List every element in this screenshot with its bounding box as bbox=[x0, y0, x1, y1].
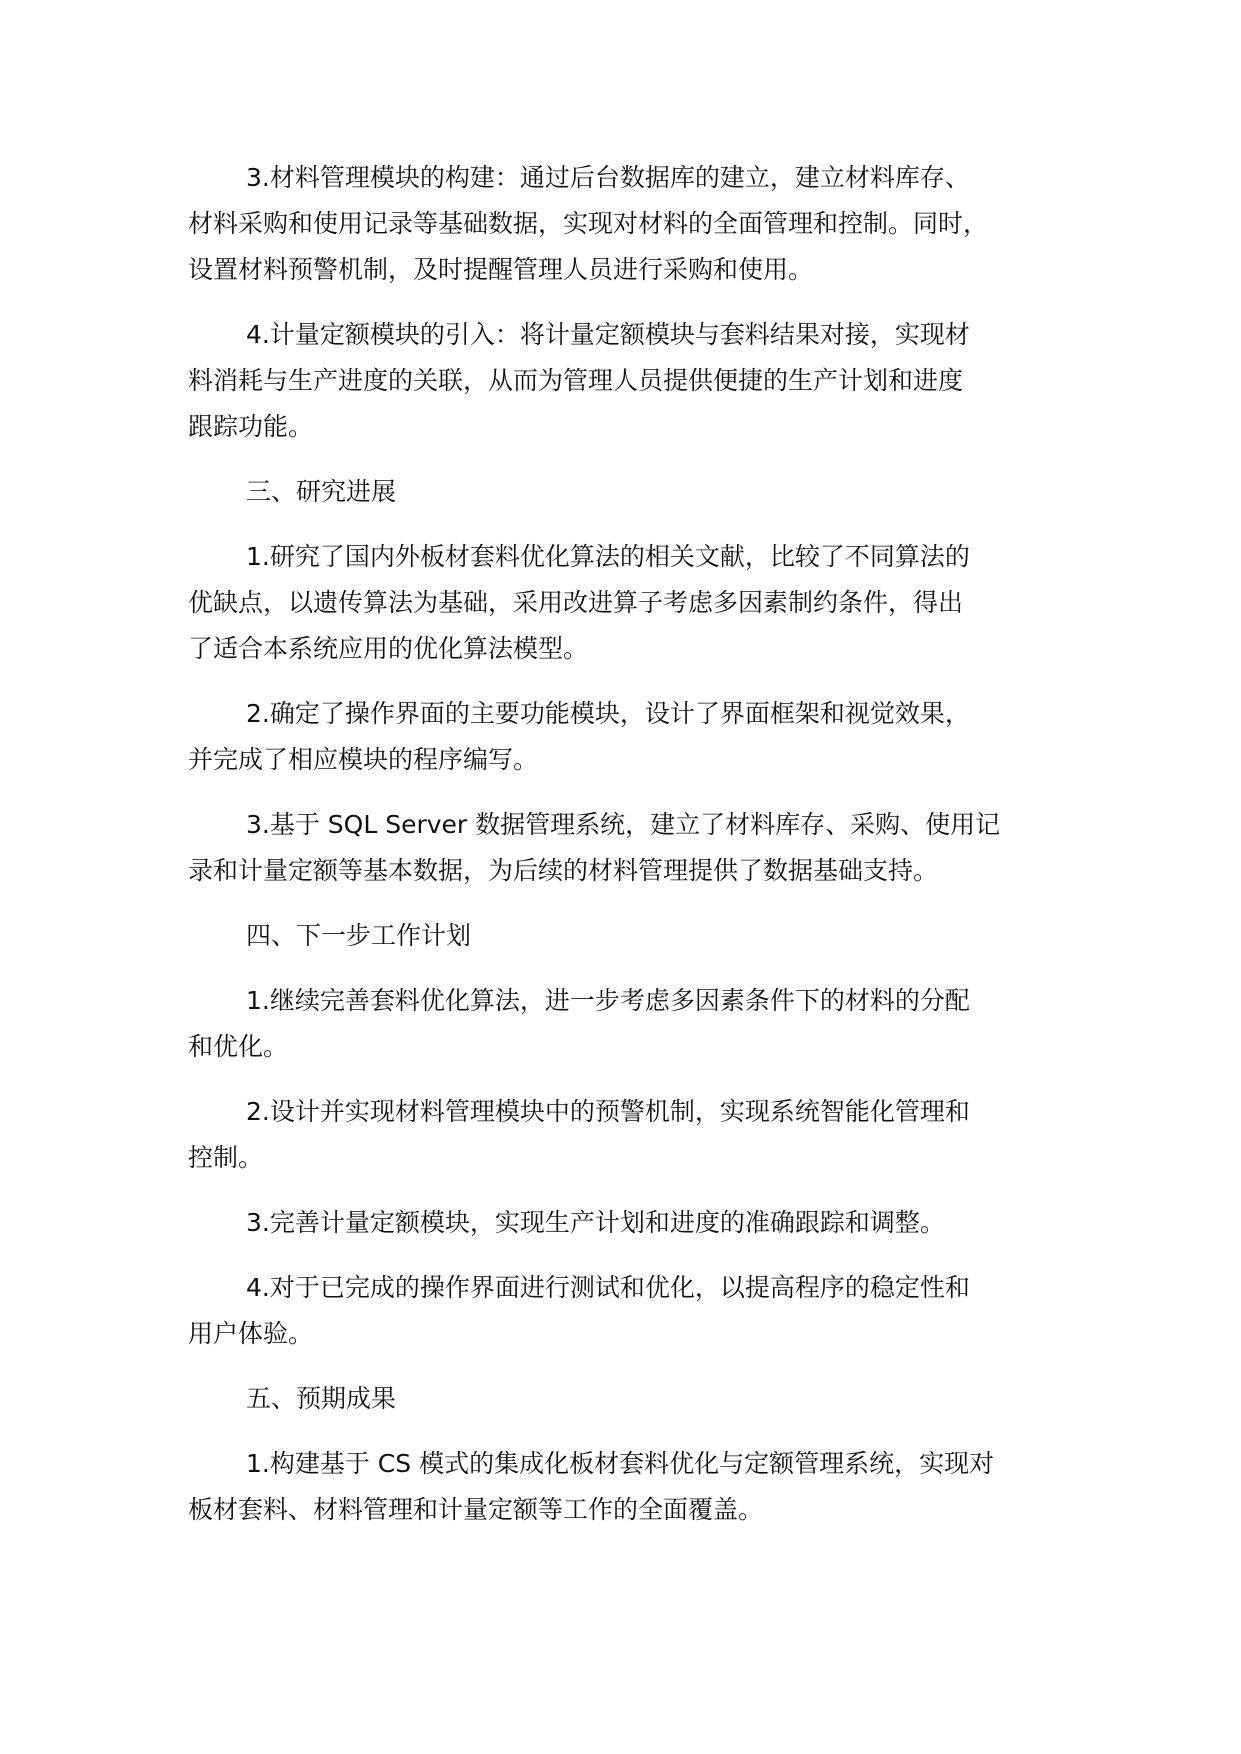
text-line: 1.继续完善套料优化算法，进一步考虑多因素条件下的材料的分配 bbox=[246, 986, 970, 1015]
section-heading-next-plan bbox=[188, 913, 1058, 959]
text-line: 3.材料管理模块的构建：通过后台数据库的建立，建立材料库存、 bbox=[246, 163, 970, 192]
text-line: 3.基于 SQL Server 数据管理系统，建立了材料库存、采购、使用记 bbox=[246, 810, 1001, 839]
text-line: 了适合本系统应用的优化算法模型。 bbox=[188, 634, 589, 663]
paragraph-material-module bbox=[188, 155, 1058, 293]
text-line: 板材套料、材料管理和计量定额等工作的全面覆盖。 bbox=[188, 1495, 764, 1524]
text-line: 用户体验。 bbox=[188, 1319, 314, 1348]
paragraph-plan-4 bbox=[188, 1265, 1058, 1357]
paragraph-plan-2 bbox=[188, 1089, 1058, 1181]
text-line: 4.计量定额模块的引入：将计量定额模块与套料结果对接，实现材 bbox=[246, 320, 970, 349]
paragraph-quota-module bbox=[188, 312, 1058, 450]
document-page bbox=[188, 155, 1058, 1552]
section-heading-expected-results bbox=[188, 1376, 1058, 1422]
paragraph-progress-1 bbox=[188, 534, 1058, 672]
text-line: 3.完善计量定额模块，实现生产计划和进度的准确跟踪和调整。 bbox=[246, 1208, 945, 1237]
text-line: 跟踪功能。 bbox=[188, 412, 314, 441]
paragraph-progress-2 bbox=[188, 691, 1058, 783]
text-line: 和优化。 bbox=[188, 1032, 289, 1061]
text-line: 控制。 bbox=[188, 1143, 264, 1172]
paragraph-plan-3 bbox=[188, 1200, 1058, 1246]
text-line: 4.对于已完成的操作界面进行测试和优化，以提高程序的稳定性和 bbox=[246, 1273, 970, 1302]
text-line: 录和计量定额等基本数据，为后续的材料管理提供了数据基础支持。 bbox=[188, 856, 939, 885]
heading-text: 五、预期成果 bbox=[246, 1384, 397, 1413]
paragraph-plan-1 bbox=[188, 978, 1058, 1070]
text-line: 料消耗与生产进度的关联，从而为管理人员提供便捷的生产计划和进度 bbox=[188, 366, 964, 395]
text-line: 2.确定了操作界面的主要功能模块，设计了界面框架和视觉效果， bbox=[246, 699, 970, 728]
heading-text: 四、下一步工作计划 bbox=[246, 921, 472, 950]
text-line: 并完成了相应模块的程序编写。 bbox=[188, 745, 539, 774]
heading-text: 三、研究进展 bbox=[246, 477, 397, 506]
text-line: 优缺点，以遗传算法为基础，采用改进算子考虑多因素制约条件，得出 bbox=[188, 588, 964, 617]
paragraph-result-1 bbox=[188, 1441, 1058, 1533]
text-line: 材料采购和使用记录等基础数据，实现对材料的全面管理和控制。同时， bbox=[188, 209, 989, 238]
section-heading-research-progress bbox=[188, 469, 1058, 515]
text-line: 2.设计并实现材料管理模块中的预警机制，实现系统智能化管理和 bbox=[246, 1097, 970, 1126]
paragraph-progress-3 bbox=[188, 802, 1058, 894]
text-line: 1.研究了国内外板材套料优化算法的相关文献，比较了不同算法的 bbox=[246, 542, 970, 571]
text-line: 1.构建基于 CS 模式的集成化板材套料优化与定额管理系统，实现对 bbox=[246, 1449, 995, 1478]
text-line: 设置材料预警机制，及时提醒管理人员进行采购和使用。 bbox=[188, 255, 814, 284]
